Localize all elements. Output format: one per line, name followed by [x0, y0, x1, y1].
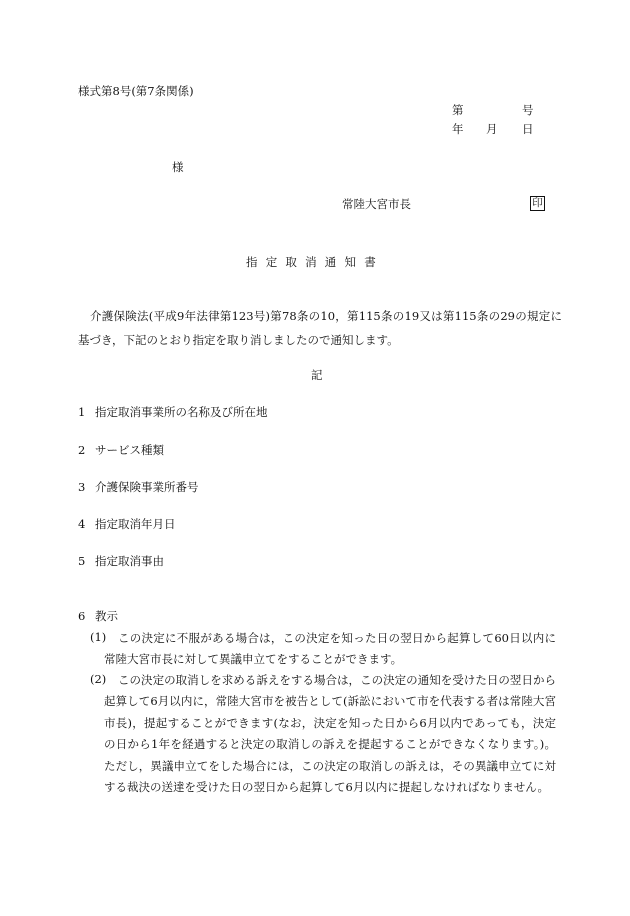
item-number: 3: [78, 480, 86, 494]
item-3: [78, 482, 199, 494]
item-label: サービス種類: [95, 443, 164, 457]
item-number: 6: [78, 609, 86, 623]
recipient-suffix: 様: [172, 160, 184, 174]
doc-number-dai: 第: [452, 103, 464, 117]
item-number: 4: [78, 517, 86, 531]
date-month: 月: [486, 122, 498, 136]
item-label: 指定取消事業所の名称及び所在地: [95, 405, 268, 419]
item-label: 指定取消事由: [95, 554, 164, 568]
item-number: 1: [78, 405, 86, 419]
kyoji-2-number: (2): [90, 672, 107, 686]
date-year: 年: [452, 122, 464, 136]
kyoji-2-text: この決定の取消しを求める訴えをする場合は，この決定の通知を受けた日の翌日から起算して6月以内に，常陸大宮市を被告として(訴訟において市を代表する者は常陸大宮市長)，提起することができます(なお，決定を知った日から6月以内であっても，決定の日から1年を経過すると決定の取消しの訴えを提起することができなくなります。)。ただし，異議申立てをした場合には，この決定の取消しの訴えは，その異議申立てに対する裁決の送達を受けた日の翌日から起算して6月以内に提起しなければなりません。: [104, 673, 556, 795]
item-number: 2: [78, 443, 86, 457]
item-4: [78, 519, 176, 531]
item-label: 教示: [95, 609, 118, 623]
item-6: [78, 611, 118, 623]
item-label: 指定取消年月日: [95, 517, 176, 531]
form-label: 様式第8号(第7条関係): [78, 84, 194, 98]
seal-stamp: 印: [530, 196, 545, 211]
body-paragraph: 介護保険法(平成9年法律第123号)第78条の10，第115条の19又は第115条の29の規定に基づき，下記のとおり指定を取り消しましたので通知します。: [78, 309, 562, 347]
date-day: 日: [522, 122, 534, 136]
document-title: 指定取消通知書: [246, 255, 384, 269]
issuer-name: 常陸大宮市長: [342, 197, 411, 211]
doc-number-go: 号: [522, 103, 534, 117]
item-5: [78, 556, 164, 568]
item-1: [78, 407, 268, 419]
kyoji-1-text: この決定に不服がある場合は，この決定を知った日の翌日から起算して60日以内に常陸大宮市長に対して異議申立てをすることができます。: [104, 631, 556, 667]
item-2: [78, 445, 164, 457]
kyoji-1-number: (1): [90, 630, 107, 644]
ki-heading: 記: [311, 368, 323, 382]
item-label: 介護保険事業所番号: [95, 480, 199, 494]
item-number: 5: [78, 554, 86, 568]
